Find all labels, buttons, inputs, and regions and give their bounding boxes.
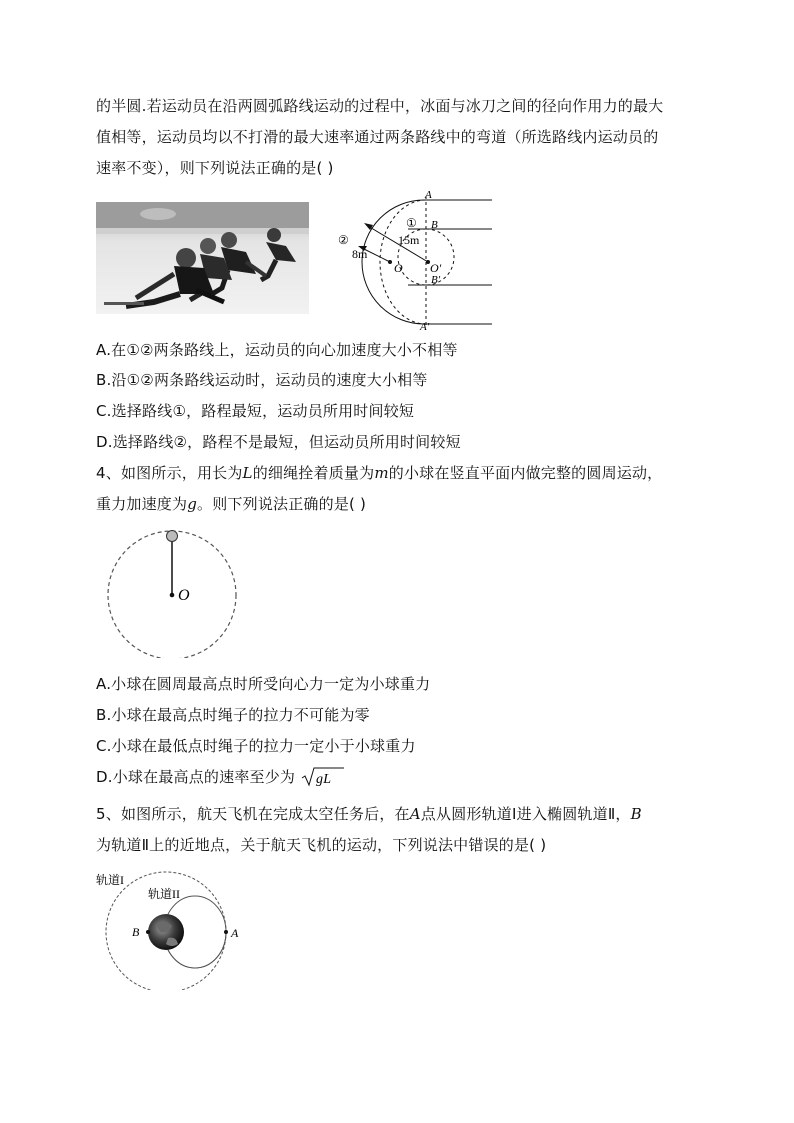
q4-stem-part: 重力加速度为 [96, 495, 188, 513]
q5-var-B: B [630, 805, 642, 823]
track-diagram [312, 186, 494, 332]
label-perigee-B: B [132, 925, 140, 939]
q3-stem-line-2: 值相等，运动员均以不打滑的最大速率通过两条路线中的弯道（所选路线内运动员的 [96, 128, 659, 146]
q5-stem-part: 5、如图所示，航天飞机在完成太空任务后，在 [96, 805, 410, 823]
label-route-1: ① [406, 216, 417, 230]
q4-var-L: L [242, 464, 253, 482]
q4-option-a: A.小球在圆周最高点时所受向心力一定为小球重力 [96, 675, 431, 693]
label-B-prime: B′ [431, 274, 441, 286]
label-radius-15m: 15m [398, 233, 420, 247]
orbit-diagram [94, 868, 244, 990]
label-O: O [394, 261, 403, 275]
q5-stem-line-2: 为轨道Ⅱ上的近地点，关于航天飞机的运动，下列说法中错误的是( ) [96, 836, 547, 854]
label-point-A: A [231, 926, 239, 940]
label-A-prime: A′ [420, 321, 430, 332]
q5-stem-line-1 [96, 804, 642, 824]
q4-option-d [96, 766, 346, 788]
q4-stem-part: 。则下列说法正确的是( ) [197, 495, 367, 513]
q4-var-m: m [374, 464, 389, 482]
q3-option-d: D.选择路线②，路程不是最短，但运动员所用时间较短 [96, 433, 461, 451]
label-radius-8m: 8m [352, 247, 368, 261]
q4-option-c: C.小球在最低点时绳子的拉力一定小于小球重力 [96, 737, 416, 755]
q4-stem-part: 的细绳拴着质量为 [252, 464, 375, 482]
label-orbit-1: 轨道I [96, 873, 124, 887]
q4-stem-line-1 [96, 463, 662, 483]
q3-stem-line-1: 的半圆.若运动员在沿两圆弧路线运动的过程中，冰面与冰刀之间的径向作用力的最大 [96, 97, 664, 115]
label-route-2: ② [338, 233, 349, 247]
q4-option-d-text: D.小球在最高点的速率至少为 [96, 768, 296, 786]
label-center-O: O [178, 587, 190, 604]
q5-var-A: A [409, 805, 421, 823]
q3-option-b: B.沿①②两条路线运动时，运动员的速度大小相等 [96, 371, 428, 389]
label-B: B [431, 219, 438, 231]
label-A: A [425, 189, 432, 201]
q4-var-g: g [187, 495, 198, 513]
q4-stem-part: 的小球在竖直平面内做完整的圆周运动， [388, 464, 663, 482]
sqrt-radicand: gL [316, 772, 332, 787]
q3-option-c: C.选择路线①，路程最短，运动员所用时间较短 [96, 402, 415, 420]
sqrt-gL-expression [300, 766, 346, 788]
vertical-circle-diagram [104, 528, 244, 658]
q4-option-b: B.小球在最高点时绳子的拉力不可能为零 [96, 706, 370, 724]
q5-stem-part: 点从圆形轨道Ⅰ进入椭圆轨道Ⅱ， [420, 805, 631, 823]
q4-stem-part: 4、如图所示，用长为 [96, 464, 243, 482]
q4-stem-line-2 [96, 494, 366, 514]
speed-skating-photo [96, 202, 309, 314]
label-orbit-2: 轨道II [148, 887, 180, 901]
label-O-prime: O′ [430, 261, 442, 275]
q3-option-a: A.在①②两条路线上，运动员的向心加速度大小不相等 [96, 341, 458, 359]
q3-stem-line-3: 速率不变），则下列说法正确的是( ) [96, 159, 334, 177]
